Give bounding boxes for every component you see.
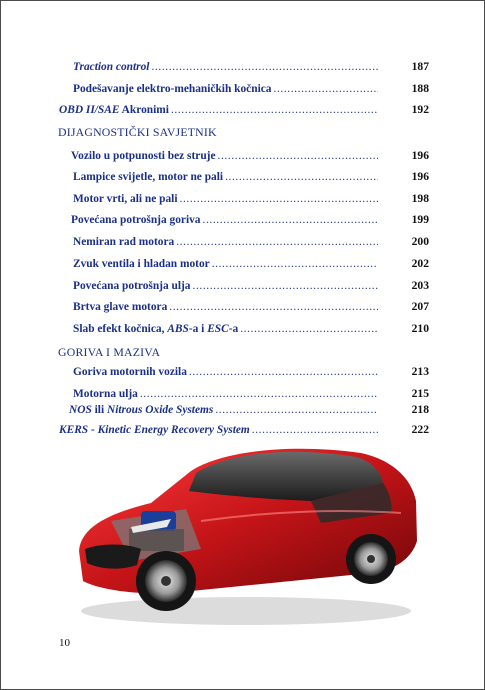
toc-entry-nemiran[interactable] — [73, 234, 381, 250]
page-number: 10 — [59, 637, 70, 649]
toc-page-number: 198 — [411, 192, 429, 205]
toc-entry-ventili[interactable] — [73, 256, 381, 272]
toc-entry-kocnice[interactable] — [73, 81, 381, 97]
toc-entry-title: Brtva glave motora — [73, 301, 168, 313]
toc-entry-nos[interactable] — [69, 402, 381, 418]
dot-leader — [215, 402, 378, 418]
dot-leader — [171, 102, 378, 118]
toc-entry-title: Podešavanje elektro-mehaničkih kočnica — [73, 83, 272, 95]
toc-entry-title: Zvuk ventila i hladan motor — [73, 258, 210, 270]
toc-page-number: 222 — [411, 423, 429, 436]
toc-page-number: 200 — [411, 235, 429, 248]
toc-entry-title: OBD II/SAE Akronimi — [59, 104, 169, 116]
toc-entry-title: Motorna ulja — [73, 388, 138, 400]
toc-entry-title: Slab efekt kočnica, ABS-a i ESC-a — [73, 323, 239, 335]
dot-leader — [240, 321, 378, 337]
dot-leader — [169, 299, 378, 315]
toc-entry-motorna-ulja[interactable] — [73, 386, 381, 402]
toc-entry-title: Goriva motornih vozila — [73, 366, 187, 378]
dot-leader — [218, 148, 378, 164]
dot-leader — [180, 191, 378, 207]
toc-page-number: 187 — [411, 60, 429, 73]
toc-entry-title: Vozilo u potpunosti bez struje — [71, 150, 216, 162]
dot-leader — [225, 169, 378, 185]
toc-entry-struja[interactable] — [71, 148, 381, 164]
toc-page-number: 203 — [411, 279, 429, 292]
toc-page-number: 199 — [411, 213, 429, 226]
toc-page-number: 202 — [411, 257, 429, 270]
toc-page-number: 207 — [411, 300, 429, 313]
toc-entry-title: KERS - Kinetic Energy Recovery System — [59, 424, 250, 436]
dot-leader — [140, 386, 378, 402]
toc-page-number: 188 — [411, 82, 429, 95]
toc-entry-title: Nemiran rad motora — [73, 236, 175, 248]
toc-page-number: 218 — [411, 403, 429, 416]
toc-entry-ulje[interactable] — [73, 278, 381, 294]
toc-page-number: 192 — [411, 103, 429, 116]
toc-entry-title: NOS ili Nitrous Oxide Systems — [69, 404, 214, 416]
toc-entry-vrti[interactable] — [73, 191, 381, 207]
toc-entry-obd[interactable] — [59, 102, 381, 118]
dot-leader — [189, 364, 378, 380]
toc-entry-slab[interactable] — [73, 321, 381, 337]
toc-entry-lampice[interactable] — [73, 169, 381, 185]
dot-leader — [203, 212, 378, 228]
section-heading-goriva: GORIVA I MAZIVA — [58, 345, 161, 359]
toc-entry-title: Traction control — [73, 61, 150, 73]
toc-entry-title: Lampice svijetle, motor ne pali — [73, 171, 224, 183]
toc-entry-brtva[interactable] — [73, 299, 381, 315]
toc-page-number: 210 — [411, 322, 429, 335]
dot-leader — [212, 256, 378, 272]
toc-page-number: 196 — [411, 170, 429, 183]
dot-leader — [176, 234, 378, 250]
dot-leader — [274, 81, 379, 97]
toc-entry-title: Povećana potrošnja ulja — [73, 280, 191, 292]
dot-leader — [193, 278, 379, 294]
toc-entry-title: Povećana potrošnja goriva — [71, 214, 201, 226]
dot-leader — [151, 59, 378, 75]
toc-entry-title: Motor vrti, ali ne pali — [73, 193, 178, 205]
toc-page-number: 196 — [411, 149, 429, 162]
section-heading-dijag: DIJAGNOSTIČKI SAVJETNIK — [58, 125, 217, 139]
car-cutaway-illustration — [71, 431, 421, 631]
toc-entry-gorivo[interactable] — [71, 212, 381, 228]
toc-page-number: 215 — [411, 387, 429, 400]
toc-entry-traction[interactable] — [73, 59, 381, 75]
toc-entry-goriva-vozila[interactable] — [73, 364, 381, 380]
toc-page-number: 213 — [411, 365, 429, 378]
